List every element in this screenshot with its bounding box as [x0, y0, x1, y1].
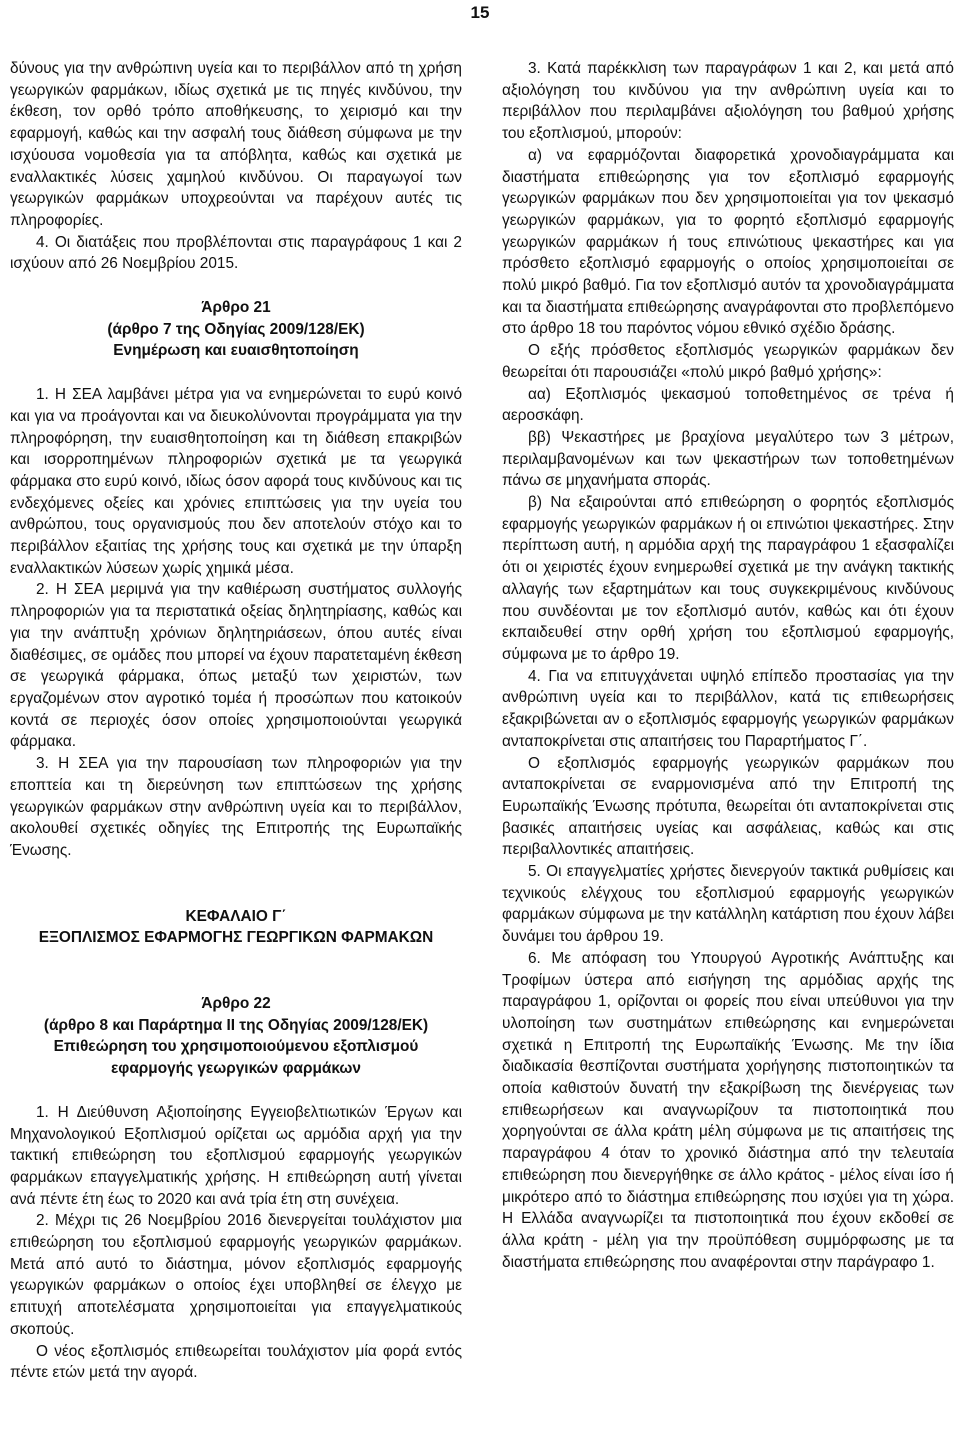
right-column	[502, 58, 954, 1273]
chapter-title: ΚΕΦΑΛΑΙΟ Γ΄	[185, 907, 287, 925]
chapter-header	[10, 906, 462, 949]
paragraph-4b: Ο εξοπλισμός εφαρμογής γεωργικών φαρμάκων που ανταποκρίνεται σε εναρμονισμένα από την Επιτροπή της Ευρωπαϊκής Ένωσης πρότυπα, θεωρείται ότι ανταποκρίνεται στις βασικές απαιτήσεις υγείας και ασφάλειας, καθώς και στις περιβαλλοντικές απαιτήσεις.	[502, 754, 954, 859]
article-21-heading: Ενημέρωση και ευαισθητοποίηση	[113, 342, 359, 360]
article-22-header	[10, 993, 462, 1080]
paragraph-3: 3. Κατά παρέκκλιση των παραγράφων 1 και 2, και μετά από αξιολόγηση του κινδύνου για την ανθρώπινη υγεία και το περιβάλλον που περιλαμβάνει αξιολόγηση του βαθμού χρήσης του εξοπλισμού, μπορούν:	[502, 60, 954, 143]
paragraph-4-right: 4. Για να επιτυγχάνεται υψηλό επίπεδο προστασίας για την ανθρώπινη υγεία και το περιβάλλον, κατά τις επιθεωρήσεις εξακριβώνεται αν ο εξοπλισμός εφαρμογής γεωργικών φαρμάκων ανταποκρίνεται στις απαιτήσεις του Παραρτήματος Γ΄.	[502, 667, 954, 750]
paragraph-3bb: ββ) Ψεκαστήρες με βραχίονα μεγαλύτερο των 3 μέτρων, περιλαμβανομένων και των ψεκαστήρων των τοποθετημένων πάνω σε μηχανήματα σποράς.	[502, 428, 954, 490]
chapter-heading: ΕΞΟΠΛΙΣΜΟΣ ΕΦΑΡΜΟΓΗΣ ΓΕΩΡΓΙΚΩΝ ΦΑΡΜΑΚΩΝ	[38, 929, 434, 947]
left-column	[10, 58, 462, 1384]
article-21-subtitle: (άρθρο 7 της Οδηγίας 2009/128/ΕΚ)	[107, 320, 365, 338]
article-21-paragraph-2: 2. Η ΣΕΑ μεριμνά για την καθιέρωση συστήματος συλλογής πληροφοριών για τα περιστατικά οξείας δηλητηρίασης, καθώς και για την ανάπτυξη χρόνιων δηλητηριάσεων, όπου αυτές είναι διαθέσιμες, σε ομάδες που μπορεί να έχουν παρατεταμένη έκθεση σε γεωργικά φάρμακα, όπως μεταξύ των χειριστών, των εργαζομένων στον αγροτικό τομέα ή προσώπων που κατοικούν κοντά σε περιοχές όσον οποίες χρησιμοποιούνται γεωργικά φάρμακα.	[10, 581, 462, 751]
article-22-heading-line1: Επιθεώρηση του χρησιμοποιούμενου εξοπλισμού	[53, 1038, 419, 1056]
paragraph-3a: α) να εφαρμόζονται διαφορετικά χρονοδιαγράμματα και διαστήματα επιθεώρησης για τον εξοπλισμό εφαρμογής γεωργικών φαρμάκων που δεν χρησιμοποιείται για τον ψεκασμό γεωργικών φαρμάκων, για το φορητό εξοπλισμό εφαρμογής γεωργικών φαρμάκων ή τους επινώτιους ψεκαστήρες και για πρόσθετο εξοπλισμό εφαρμογής ο οποίος χρησιμοποιείται σε πολύ μικρό βαθμό. Για τον εξοπλισμό αυτόν τα χρονοδιαγράμματα και τα διαστήματα επιθεώρησης αναγράφονται στο προβλεπόμενο στο άρθρο 18 του παρόντος νόμου εθνικό σχέδιο δράσης.	[502, 146, 954, 338]
article-22-paragraph-1: 1. Η Διεύθυνση Αξιοποίησης Εγγειοβελτιωτικών Έργων και Μηχανολογικού Εξοπλισμού ορίζεται ως αρμόδια αρχή για την τακτική επιθεώρηση του εξοπλισμού εφαρμογής γεωργικών φαρμάκων επαγγελματικής χρήσης. Η επιθεώρηση αυτή γίνεται ανά πέντε έτη έως το 2020 και ανά τρία έτη στη συνέχεια.	[10, 1103, 462, 1208]
paragraph-continuation: δύνους για την ανθρώπινη υγεία και το περιβάλλον από τη χρήση γεωργικών φαρμάκων, ιδίως σχετικά με τις πηγές κινδύνου, την έκθεση, τον ορθό τρόπο αποθήκευσης, το χειρισμό και την εφαρμογή, καθώς και την ασφαλή τους διάθεση σύμφωνα με την ισχύουσα νομοθεσία για τα απόβλητα, καθώς και σχετικά με εναλλακτικές λύσεις χαμηλού κινδύνου. Οι παραγωγοί των γεωργικών φαρμάκων υποχρεούνται να παρέχουν αυτές τις πληροφορίες.	[10, 60, 462, 229]
paragraph-3a-continued: Ο εξής πρόσθετος εξοπλισμός γεωργικών φαρμάκων δεν θεωρείται ότι παρουσιάζει «πολύ μικρό βαθμό χρήσης»:	[502, 342, 954, 381]
article-21-title: Άρθρο 21	[201, 299, 271, 317]
paragraph-3b: β) Να εξαιρούνται από επιθεώρηση ο φορητός εξοπλισμός εφαρμογής γεωργικών φαρμάκων ή οι επινώτιοι ψεκαστήρες. Στην περίπτωση αυτή, η αρμόδια αρχή της παραγράφου 1 εξασφαλίζει ότι οι χειριστές έχουν ενημερωθεί σχετικά με την ανάγκη τακτικής αλλαγής των εξαρτημάτων και τους συγκεκριμένους κινδύνους που συνδέονται με τον εξοπλισμό αυτόν, καθώς και ότι έχουν εκπαιδευθεί στην ορθή χρήση του εξοπλισμού εφαρμογής, σύμφωνα με το άρθρο 19.	[502, 494, 954, 663]
paragraph-4: 4. Οι διατάξεις που προβλέπονται στις παραγράφους 1 και 2 ισχύουν από 26 Νοεμβρίου 2015.	[10, 233, 462, 273]
paragraph-6: 6. Με απόφαση του Υπουργού Αγροτικής Ανάπτυξης και Τροφίμων ύστερα από εισήγηση της αρμόδιας αρχής της παραγράφου 1, ορίζονται οι φορείς που είναι υπεύθυνοι για την υλοποίηση των συστημάτων επιθεώρησης και ενημερώνεται σχετικά η Επιτροπή της Ευρωπαϊκής Ένωσης. Με την ίδια διαδικασία θεσπίζονται συστήματα χορήγησης πιστοποιητικών τα οποία καθιστούν δυνατή την εξακρίβωση της διενέργειας των επιθεωρήσεων και αναγνωρίζουν τα πιστοποιητικά που χορηγούνται σε άλλα κράτη μέλη σύμφωνα με τις απαιτήσεις της παραγράφου 4 όταν το χρονικό διάστημα από την τελευταία επιθεώρηση που διενεργήθηκε σε άλλο κράτος - μέλος είναι ίσο ή μικρότερο από το διάστημα επιθεώρησης που ισχύει για τη χώρα. Η Ελλάδα αναγνωρίζει τα πιστοποιητικά που έχουν εκδοθεί σε άλλα κράτη - μέλη για την προϋπόθεση συμμόρφωσης με τα διαστήματα επιθεώρησης που αναφέρονται στην παράγραφο 1.	[502, 949, 954, 1271]
paragraph-3aa: αα) Εξοπλισμός ψεκασμού τοποθετημένος σε τρένα ή αεροσκάφη.	[502, 385, 954, 425]
paragraph-5: 5. Οι επαγγελματίες χρήστες διενεργούν τακτικά ρυθμίσεις και τεχνικούς ελέγχους του εξοπλισμού εφαρμογής γεωργικών φαρμάκων σύμφωνα με την κατάλληλη κατάρτιση που έχουν λάβει δυνάμει του άρθρου 19.	[502, 863, 954, 946]
article-22-heading-line2: εφαρμογής γεωργικών φαρμάκων	[111, 1060, 361, 1078]
article-22-subtitle: (άρθρο 8 και Παράρτημα ΙΙ της Οδηγίας 2009/128/ΕΚ)	[43, 1016, 429, 1034]
article-22-title: Άρθρο 22	[201, 995, 271, 1013]
article-22-paragraph-2: 2. Μέχρι τις 26 Νοεμβρίου 2016 διενεργείται τουλάχιστον μια επιθεώρηση του εξοπλισμού εφαρμογής γεωργικών φαρμάκων. Μετά από αυτό το διάστημα, μόνον εξοπλισμός εφαρμογής γεωργικών φαρμάκων ο οποίος έχει υποβληθεί σε έλεγχο με επιτυχή αποτελέσματα χρησιμοποιείται για επαγγελματικούς σκοπούς.	[10, 1212, 462, 1338]
article-21-header	[10, 297, 462, 362]
page-number: 15	[470, 3, 490, 22]
article-21-paragraph-1: 1. Η ΣΕΑ λαμβάνει μέτρα για να ενημερώνεται το ευρύ κοινό και για να προάγονται και να διευκολύνονται προγράμματα για την πληροφόρηση, την ευαισθητοποίηση και τη διάθεση επακριβών και ισορροπημένων πληροφοριών σχετικά με τα γεωργικά φάρμακα στο ευρύ κοινό, ιδίως όσον αφορά τους κινδύνους και τις ενδεχόμενες οξείες και χρόνιες επιπτώσεις για την υγεία του ανθρώπου, τους οργανισμούς που δεν αποτελούν στόχο και το περιβάλλον εξαιτίας της χρήσης τους και σχετικά με την ύπαρξη εναλλακτικών λύσεων χωρίς χημικά μέσα.	[10, 386, 462, 577]
article-21-paragraph-3: 3. Η ΣΕΑ για την παρουσίαση των πληροφοριών για την εποπτεία και τη διερεύνηση των επιπτώσεων της χρήσης γεωργικών φαρμάκων στην ανθρώπινη υγεία και το περιβάλλον, ακολουθεί σχετικές οδηγίες της Επιτροπής της Ευρωπαϊκής Ένωσης.	[10, 755, 462, 859]
article-22-paragraph-2b: Ο νέος εξοπλισμός επιθεωρείται τουλάχιστον μία φορά εντός πέντε ετών μετά την αγορά.	[10, 1342, 462, 1382]
